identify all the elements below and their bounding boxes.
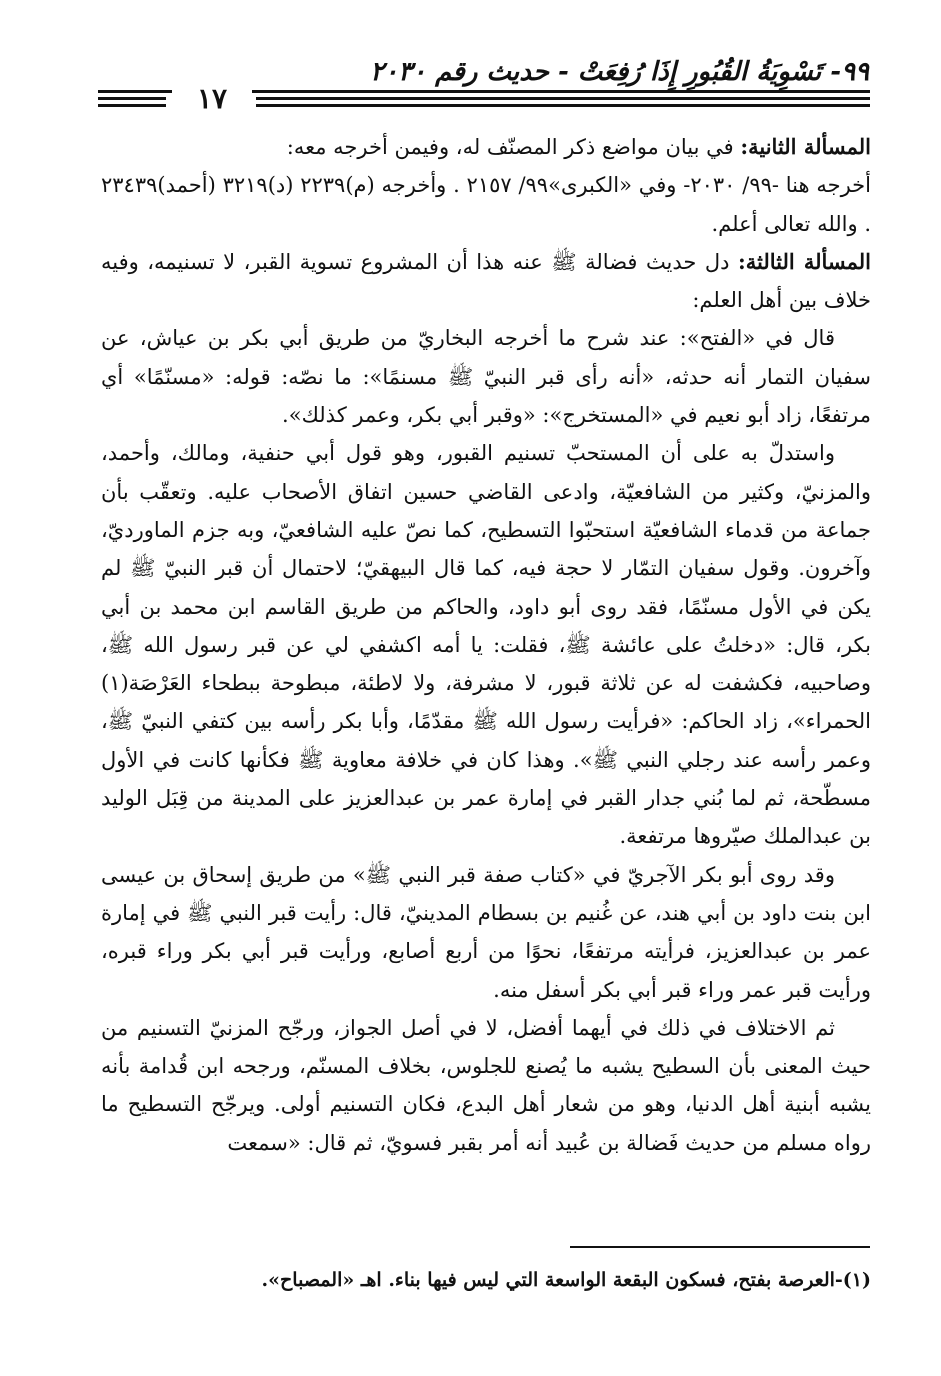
- paragraph-text: في بيان مواضع ذكر المصنّف له، وفيمن أخرجه معه:: [286, 135, 741, 159]
- paragraph-text: دل حديث فضالة ﷺ عنه هذا أن المشروع تسوية القبر، لا تسنيمه، وفيه خلاف بين أهل العلم:: [101, 249, 871, 313]
- paragraph: [101, 128, 871, 166]
- header-rule: [256, 104, 870, 107]
- paragraph: [101, 1009, 871, 1162]
- paragraph: [101, 856, 871, 1009]
- paragraph-text: ثم الاختلاف في ذلك في أيهما أفضل، لا في أصل الجواز، ورجّح المزنيّ التسنيم من حيث المعنى بأن السطيح يشبه ما يُصنع للجلوس، بخلاف المسنّم، ورجحه ابن قُدامة بأنه يشبه أبنية أهل الدنيا، وهو من شعار أهل البدع، فكان التسنيم أولى. ويرجّح التسطيح ما رواه مسلم من حديث فَضالة بن عُبيد أنه أمر بقبر فسويّ، ثم قال: «سمعت: [101, 1015, 871, 1155]
- paragraph-text: أخرجه هنا -٩٩/ ٢٠٣٠- وفي «الكبرى»٩٩/ ٢١٥٧ . وأخرجه (م)٢٢٣٩ (د)٣٢١٩ (أحمد)٢٣٤٣٩ . والله تعالى أعلم.: [101, 173, 871, 236]
- running-header-title: ٩٩- تَسْوِيَةُ القُبُورِ إِذَا رُفِعَتْ - حديث رقم ٢٠٣٠: [370, 57, 869, 87]
- body-text: [101, 128, 871, 1162]
- footnote-rule: [570, 1246, 870, 1248]
- paragraph: [101, 434, 871, 855]
- header-rule: [98, 104, 166, 107]
- paragraph: [101, 319, 871, 434]
- paragraph: [101, 243, 871, 320]
- header-rule: [98, 97, 166, 100]
- paragraph-text: واستدلّ به على أن المستحبّ تسنيم القبور، وهو قول أبي حنفية، ومالك، وأحمد، والمزنيّ، وكثير من الشافعيّة، وادعى القاضي حسين اتفاق الأصحاب عليه. وتعقّب بأن جماعة من قدماء الشافعيّة استحبّوا التسطيح، كما نصّ عليه الشافعيّ، وبه جزم الماورديّ، وآخرون. وقول سفيان التمّار لا حجة فيه، كما قال البيهقيّ؛ لاحتمال أن قبر النبيّ ﷺ لم يكن في الأول مسنّمًا، فقد روى أبو داود، والحاكم من طريق القاسم ابن محمد بن أبي بكر، قال: «دخلتُ على عائشة ﷺ، فقلت: يا أمه اكشفي لي عن قبر رسول الله ﷺ، وصاحبيه، فكشفت له عن ثلاثة قبور، لا مشرفة، ولا لاطئة، مبطوحة ببطحاء العَرْصَة(١) الحمراء»، زاد الحاكم: «فرأيت رسول الله ﷺ مقدّمًا، وأبا بكر رأسه بين كتفي النبيّ ﷺ، وعمر رأسه عند رجلي النبي ﷺ». وهذا كان في خلافة معاوية ﷺ فكأنها كانت في الأول مسطّحة، ثم لما بُني جدار القبر في إمارة عمر بن عبدالعزيز على المدينة من قِبَل الوليد بن عبدالملك صيّروها مرتفعة.: [101, 441, 871, 849]
- paragraph-lead: المسألة الثالثة:: [738, 248, 871, 274]
- paragraph-text: قال في «الفتح»: عند شرح ما أخرجه البخاريّ من طريق أبي بكر بن عياش، عن سفيان التمار أنه حدثه، «أنه رأى قبر النبيّ ﷺ مسنمًا»: ما نصّه: قوله: «مسنّمًا» أي مرتفعًا، زاد أبو نعيم في «المستخرج»: «وقبر أبي بكر، وعمر كذلك».: [101, 326, 871, 428]
- page-number: ١٧: [172, 82, 252, 116]
- header-rule: [256, 97, 870, 100]
- paragraph: [101, 166, 871, 243]
- paragraph-text: وقد روى أبو بكر الآجريّ في «كتاب صفة قبر النبي ﷺ» من طريق إسحاق بن عيسى ابن بنت داود بن أبي هند، عن غُنيم بن بسطام المدينيّ، قال: رأيت قبر النبي ﷺ في إمارة عمر بن عبدالعزيز، فرأيته مرتفعًا، نحوًا من أربع أصابع، ورأيت قبر أبي بكر وراء قبره، ورأيت قبر عمر وراء قبر أبي بكر أسفل منه.: [101, 862, 871, 1002]
- footnote: (١)-العرصة بفتح، فسكون البقعة الواسعة التي ليس فيها بناء. اهـ «المصباح».: [261, 1269, 871, 1291]
- paragraph-lead: المسألة الثانية:: [740, 134, 871, 159]
